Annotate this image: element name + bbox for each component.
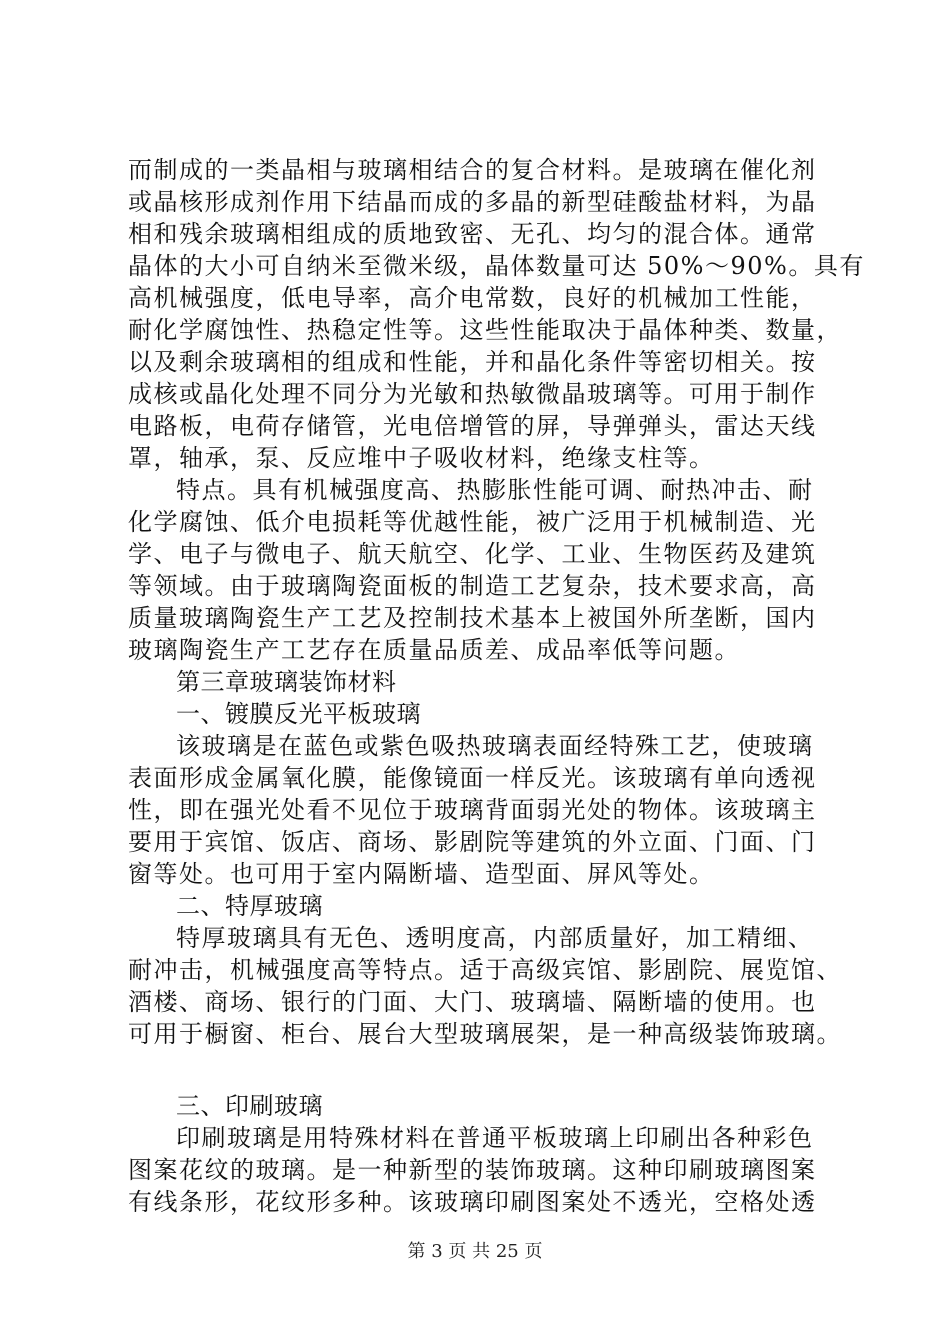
section-heading: 一、镀膜反光平板玻璃 bbox=[176, 700, 421, 728]
chapter-heading: 第三章玻璃装饰材料 bbox=[176, 668, 397, 696]
body-line: 酒楼、商场、银行的门面、大门、玻璃墙、隔断墙的使用。也 bbox=[128, 988, 817, 1016]
body-line: 学、电子与微电子、航天航空、化学、工业、生物医药及建筑 bbox=[128, 540, 817, 568]
body-line: 等领域。由于玻璃陶瓷面板的制造工艺复杂，技术要求高，高 bbox=[128, 572, 817, 600]
paragraph-gap bbox=[128, 1050, 848, 1090]
body-line: 图案花纹的玻璃。是一种新型的装饰玻璃。这种印刷玻璃图案 bbox=[128, 1156, 817, 1184]
body-line: 成核或晶化处理不同分为光敏和热敏微晶玻璃等。可用于制作 bbox=[128, 380, 817, 408]
body-line: 耐冲击，机械强度高等特点。适于高级宾馆、影剧院、展览馆、 bbox=[128, 956, 842, 984]
body-line: 高机械强度，低电导率，高介电常数，良好的机械加工性能， bbox=[128, 284, 817, 312]
body-line: 化学腐蚀、低介电损耗等优越性能，被广泛用于机械制造、光 bbox=[128, 508, 817, 536]
body-line: 而制成的一类晶相与玻璃相结合的复合材料。是玻璃在催化剂 bbox=[128, 156, 817, 184]
body-line: 相和残余玻璃相组成的质地致密、无孔、均匀的混合体。通常 bbox=[128, 220, 817, 248]
body-line: 晶体的大小可自纳米至微米级，晶体数量可达 50%～90%。具有 bbox=[128, 252, 865, 280]
paragraph-first-line: 特厚玻璃具有无色、透明度高，内部质量好，加工精细、 bbox=[176, 924, 814, 952]
body-line: 罩，轴承，泵、反应堆中子吸收材料，绝缘支柱等。 bbox=[128, 444, 715, 472]
paragraph-first-line: 印刷玻璃是用特殊材料在普通平板玻璃上印刷出各种彩色 bbox=[176, 1124, 814, 1152]
body-line: 要用于宾馆、饭店、商场、影剧院等建筑的外立面、门面、门 bbox=[128, 828, 817, 856]
section-heading: 二、特厚玻璃 bbox=[176, 892, 323, 920]
body-line: 性，即在强光处看不见位于玻璃背面弱光处的物体。该玻璃主 bbox=[128, 796, 817, 824]
paragraph-first-line: 该玻璃是在蓝色或紫色吸热玻璃表面经特殊工艺，使玻璃 bbox=[176, 732, 814, 760]
body-line: 玻璃陶瓷生产工艺存在质量品质差、成品率低等问题。 bbox=[128, 636, 740, 664]
body-line: 可用于橱窗、柜台、展台大型玻璃展架，是一种高级装饰玻璃。 bbox=[128, 1020, 842, 1048]
paragraph-first-line: 特点。具有机械强度高、热膨胀性能可调、耐热冲击、耐 bbox=[176, 476, 814, 504]
body-line: 以及剩余玻璃相的组成和性能，并和晶化条件等密切相关。按 bbox=[128, 348, 817, 376]
body-line: 窗等处。也可用于室内隔断墙、造型面、屏风等处。 bbox=[128, 860, 715, 888]
body-line: 或晶核形成剂作用下结晶而成的多晶的新型硅酸盐材料，为晶 bbox=[128, 188, 817, 216]
document-body bbox=[128, 154, 865, 1218]
body-line: 电路板，电荷存储管，光电倍增管的屏，导弹弹头，雷达天线 bbox=[128, 412, 817, 440]
body-line: 有线条形，花纹形多种。该玻璃印刷图案处不透光，空格处透 bbox=[128, 1188, 817, 1216]
section-heading: 三、印刷玻璃 bbox=[176, 1092, 323, 1120]
page-number-footer: 第 3 页 共 25 页 bbox=[407, 1241, 543, 1262]
body-line: 耐化学腐蚀性、热稳定性等。这些性能取决于晶体种类、数量， bbox=[128, 316, 842, 344]
body-line: 表面形成金属氧化膜，能像镜面一样反光。该玻璃有单向透视 bbox=[128, 764, 817, 792]
body-line: 质量玻璃陶瓷生产工艺及控制技术基本上被国外所垄断，国内 bbox=[128, 604, 817, 632]
